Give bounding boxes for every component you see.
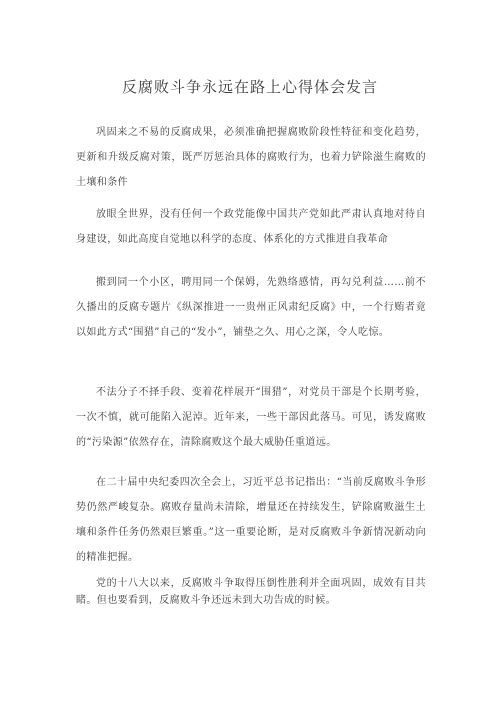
paragraph-5: 在二十届中央纪委四次全会上，习近平总书记指出：“当前反腐败斗争形势仍然严峻复杂。腐败存量尚未清除，增量还在持续发生，铲除腐败滋生土壤和条件任务仍然艰巨繁重。”这一重要论断，是对反腐败斗争新情况新动向的精准把握。 (76, 477, 426, 563)
paragraph-6: 党的十八大以来，反腐败斗争取得压倒性胜利并全面巩固，成效有目共睹。但也要看到，反腐败斗争还远未到大功告成的时候。 (76, 578, 426, 606)
paragraph-3: 搬到同一个小区，聘用同一个保姆，先熟络感情，再勾兑利益……前不久播出的反腐专题片《纵深推进一一贵州正风肃纪反腐》中，一个行贿者竟以如此方式“围猎”自己的“发小”，铺垫之久、用心之深，令人吃惊。 (76, 277, 426, 338)
paragraph-4: 不法分子不择手段、变着花样展开“围猎”，对党员干部是个长期考验，一次不慎，就可能陷入泥淖。近年来，一些干部因此落马。可见，诱发腐败的“污染源”依然存在，清除腐败这个最大威胁任重道远。 (76, 387, 426, 448)
document-title: 反腐败斗争永远在路上心得体会发言 (121, 78, 378, 96)
paragraph-2: 放眼全世界，没有任何一个政党能像中国共产党如此严肃认真地对待自身建设，如此高度自觉地以科学的态度、体系化的方式推进自我革命 (76, 209, 426, 245)
paragraph-1: 巩固来之不易的反腐成果，必须准确把握腐败阶段性特征和变化趋势，更新和升级反腐对策，既严厉惩治具体的腐败行为，也着力铲除滋生腐败的土壤和条件 (76, 127, 426, 188)
